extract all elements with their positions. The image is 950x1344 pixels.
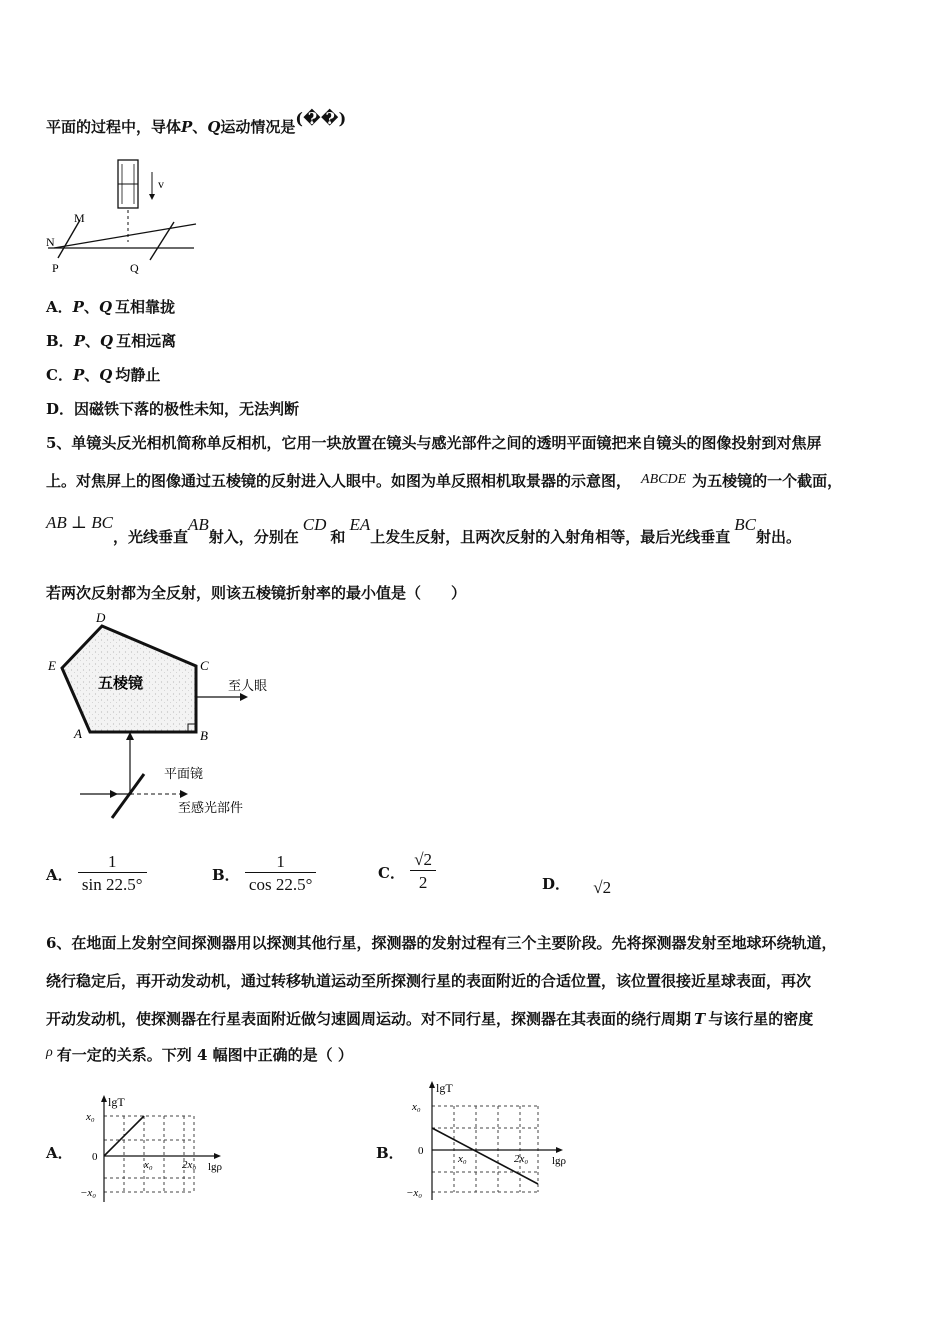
vertex-e: E [48, 658, 56, 673]
graph-a-x-tick-2x0: 2x₀ [182, 1159, 197, 1171]
q5-stem-line1: 5、单镜头反光相机简称单反相机，它用一块放置在镜头与感光部件之间的透明平面镜把来自镜头的图像投射到对焦屏 [46, 434, 822, 452]
option-letter: A． [46, 865, 73, 884]
label-v: v [158, 177, 164, 191]
option-p: P [72, 298, 84, 316]
q4-stem-prefix: 平面的过程中，导体 [46, 118, 182, 136]
graph-b-grid [432, 1106, 538, 1192]
prism-label: 五棱镜 [98, 676, 144, 692]
label-p: P [52, 261, 59, 275]
graph-a-ylabel: lgT [108, 1095, 125, 1109]
q5-option-b[interactable] [212, 852, 316, 895]
q4-option-c[interactable] [46, 364, 160, 385]
q5-stem-line3 [46, 513, 801, 546]
option-letter: B． [46, 332, 74, 350]
denominator: cos 22.5° [245, 872, 316, 895]
vertex-b: B [200, 728, 208, 743]
q6-t: T [694, 1010, 706, 1028]
denominator: 2 [410, 870, 436, 893]
graph-b-y-arrow [429, 1081, 435, 1088]
option-text: 因磁铁下落的极性未知，无法判断 [74, 400, 300, 418]
q4-option-b[interactable] [46, 330, 176, 351]
q5-option-a[interactable] [46, 852, 147, 895]
to-sensor-label: 至感光部件 [178, 800, 244, 815]
q6-stem-line4 [46, 1044, 353, 1065]
flat-mirror [112, 774, 144, 818]
q5-bc: BC [734, 515, 756, 534]
q5-line3-b: 射入，分别在 [208, 528, 299, 546]
to-eye-label: 至人眼 [228, 678, 268, 693]
q6-stem-line2: 绕行稳定后，再开动发动机，通过转移轨道运动至所探测行星的表面附近的合适位置，该位置很接近星球表面，再次 [46, 972, 812, 990]
option-sep: 、 [83, 298, 99, 316]
numerator: 1 [107, 852, 117, 871]
q4-stem-p: P [181, 118, 193, 136]
fraction [78, 852, 147, 895]
q5-prism-figure [40, 608, 300, 824]
graph-a-y-tick-x0: x₀ [86, 1111, 95, 1123]
q5-line3-a: ，光线垂直 [112, 528, 188, 546]
q4-stem-q: Q [207, 118, 221, 136]
option-q: Q [99, 332, 114, 350]
fraction [410, 850, 436, 893]
option-letter: C． [46, 366, 73, 384]
q4-option-d[interactable] [46, 398, 299, 419]
mirror-label: 平面镜 [164, 766, 204, 781]
q5-abcde: ABCDE [641, 472, 687, 487]
graph-b-origin: 0 [418, 1145, 424, 1157]
q5-stem-line4: 若两次反射都为全反射，则该五棱镜折射率的最小值是（ ） [46, 584, 467, 602]
sensor-ray-arrow [180, 790, 188, 798]
label-n: N [46, 235, 55, 249]
graph-b-ylabel: lgT [436, 1081, 453, 1095]
q6-stem-line1: 6、在地面上发射空间探测器用以探测其他行星，探测器的发射过程有三个主要阶段。先将探测器发射至地球环绕轨道， [46, 934, 837, 952]
q4-stem-sep: 、 [192, 118, 208, 136]
q4-option-a[interactable] [46, 296, 175, 317]
option-letter: A． [46, 298, 73, 316]
q5-ab: AB [188, 515, 209, 534]
graph-a-x-arrow [214, 1153, 221, 1159]
incoming-ray-arrow [110, 790, 118, 798]
graph-b-y-tick-x0: x₀ [412, 1101, 421, 1113]
graph-b-y-tick-neg-x0: −x₀ [406, 1187, 423, 1199]
q6-line3-a: 开动发动机，使探测器在行星表面附近做匀速圆周运动。对不同行星，探测器在其表面的绕行周期 [46, 1010, 692, 1028]
q5-ab-perp-bc: AB ⊥ BC [46, 513, 113, 532]
q6-rho: ρ [46, 1045, 53, 1060]
option-text: 均静止 [115, 366, 161, 384]
q5-option-d[interactable] [542, 873, 612, 897]
graph-b-x-arrow [556, 1147, 563, 1153]
denominator: sin 22.5° [78, 872, 147, 895]
graph-a-y-arrow [101, 1095, 107, 1102]
graph-a-xlabel: lgρ [208, 1161, 223, 1173]
numerator: √2 [414, 850, 433, 869]
option-expression: √2 [593, 878, 612, 897]
graph-b-x-tick-2x0: 2x₀ [514, 1153, 529, 1165]
option-letter: D． [46, 400, 75, 418]
q5-line2-text-b: 为五棱镜的一个截面， [692, 472, 843, 490]
vertex-d: D [96, 610, 106, 625]
fraction [245, 852, 316, 895]
option-q: Q [98, 298, 113, 316]
velocity-arrowhead [149, 194, 155, 200]
graph-a-grid [104, 1116, 197, 1192]
option-letter: B． [212, 865, 240, 884]
graph-a-x-tick-x0: x₀ [144, 1159, 153, 1171]
q4-stem-suffix: 运动情况是 [220, 118, 296, 136]
graph-a-origin: 0 [92, 1151, 98, 1163]
q6-option-a-label[interactable]: A． [46, 1144, 73, 1162]
label-q: Q [130, 261, 139, 275]
q5-line2-text: 上。对焦屏上的图像通过五棱镜的反射进入人眼中。如图为单反照相机取景器的示意图， [46, 472, 632, 490]
q5-stem-line2 [46, 470, 842, 491]
numerator: 1 [276, 852, 285, 871]
q6-line3-b: 与该行星的密度 [708, 1010, 814, 1028]
q5-cd: CD [302, 515, 327, 534]
q5-line3-d: 射出。 [755, 528, 801, 546]
label-m: M [74, 211, 85, 225]
exit-ray-arrow [240, 693, 248, 701]
q6-graph-a[interactable] [78, 1090, 238, 1208]
option-sep: 、 [84, 332, 100, 350]
option-text: 互相远离 [116, 332, 177, 350]
rod-p [58, 220, 80, 258]
option-q: Q [99, 366, 113, 384]
graph-b-x-tick-x0: x₀ [458, 1153, 467, 1165]
q4-stem-paren: (��) [295, 109, 347, 128]
option-p: P [73, 332, 85, 350]
q6-graph-b[interactable] [402, 1076, 582, 1206]
option-p: P [72, 366, 85, 384]
q5-line3-c: 上发生反射，且两次反射的入射角相等，最后光线垂直 [370, 528, 731, 546]
option-text: 互相靠拢 [115, 298, 176, 316]
option-letter: D． [542, 875, 571, 893]
graph-a-y-tick-neg-x0: −x₀ [80, 1187, 97, 1199]
rod-q [150, 222, 174, 260]
vertex-c: C [200, 658, 209, 673]
q5-ea: EA [349, 515, 371, 534]
q4-magnet-figure [44, 150, 214, 280]
option-letter: C． [378, 863, 405, 882]
option-sep: 、 [84, 366, 100, 384]
vertex-a: A [74, 726, 82, 741]
q6-option-b-label[interactable]: B． [376, 1144, 404, 1162]
q6-line4: 有一定的关系。下列 4 幅图中正确的是（ ） [56, 1046, 353, 1064]
graph-b-xlabel: lgρ [552, 1155, 567, 1167]
q5-option-c[interactable] [378, 850, 436, 893]
q6-stem-line3 [46, 1008, 813, 1029]
q4-stem [46, 109, 347, 137]
q5-and: 和 [330, 528, 346, 546]
